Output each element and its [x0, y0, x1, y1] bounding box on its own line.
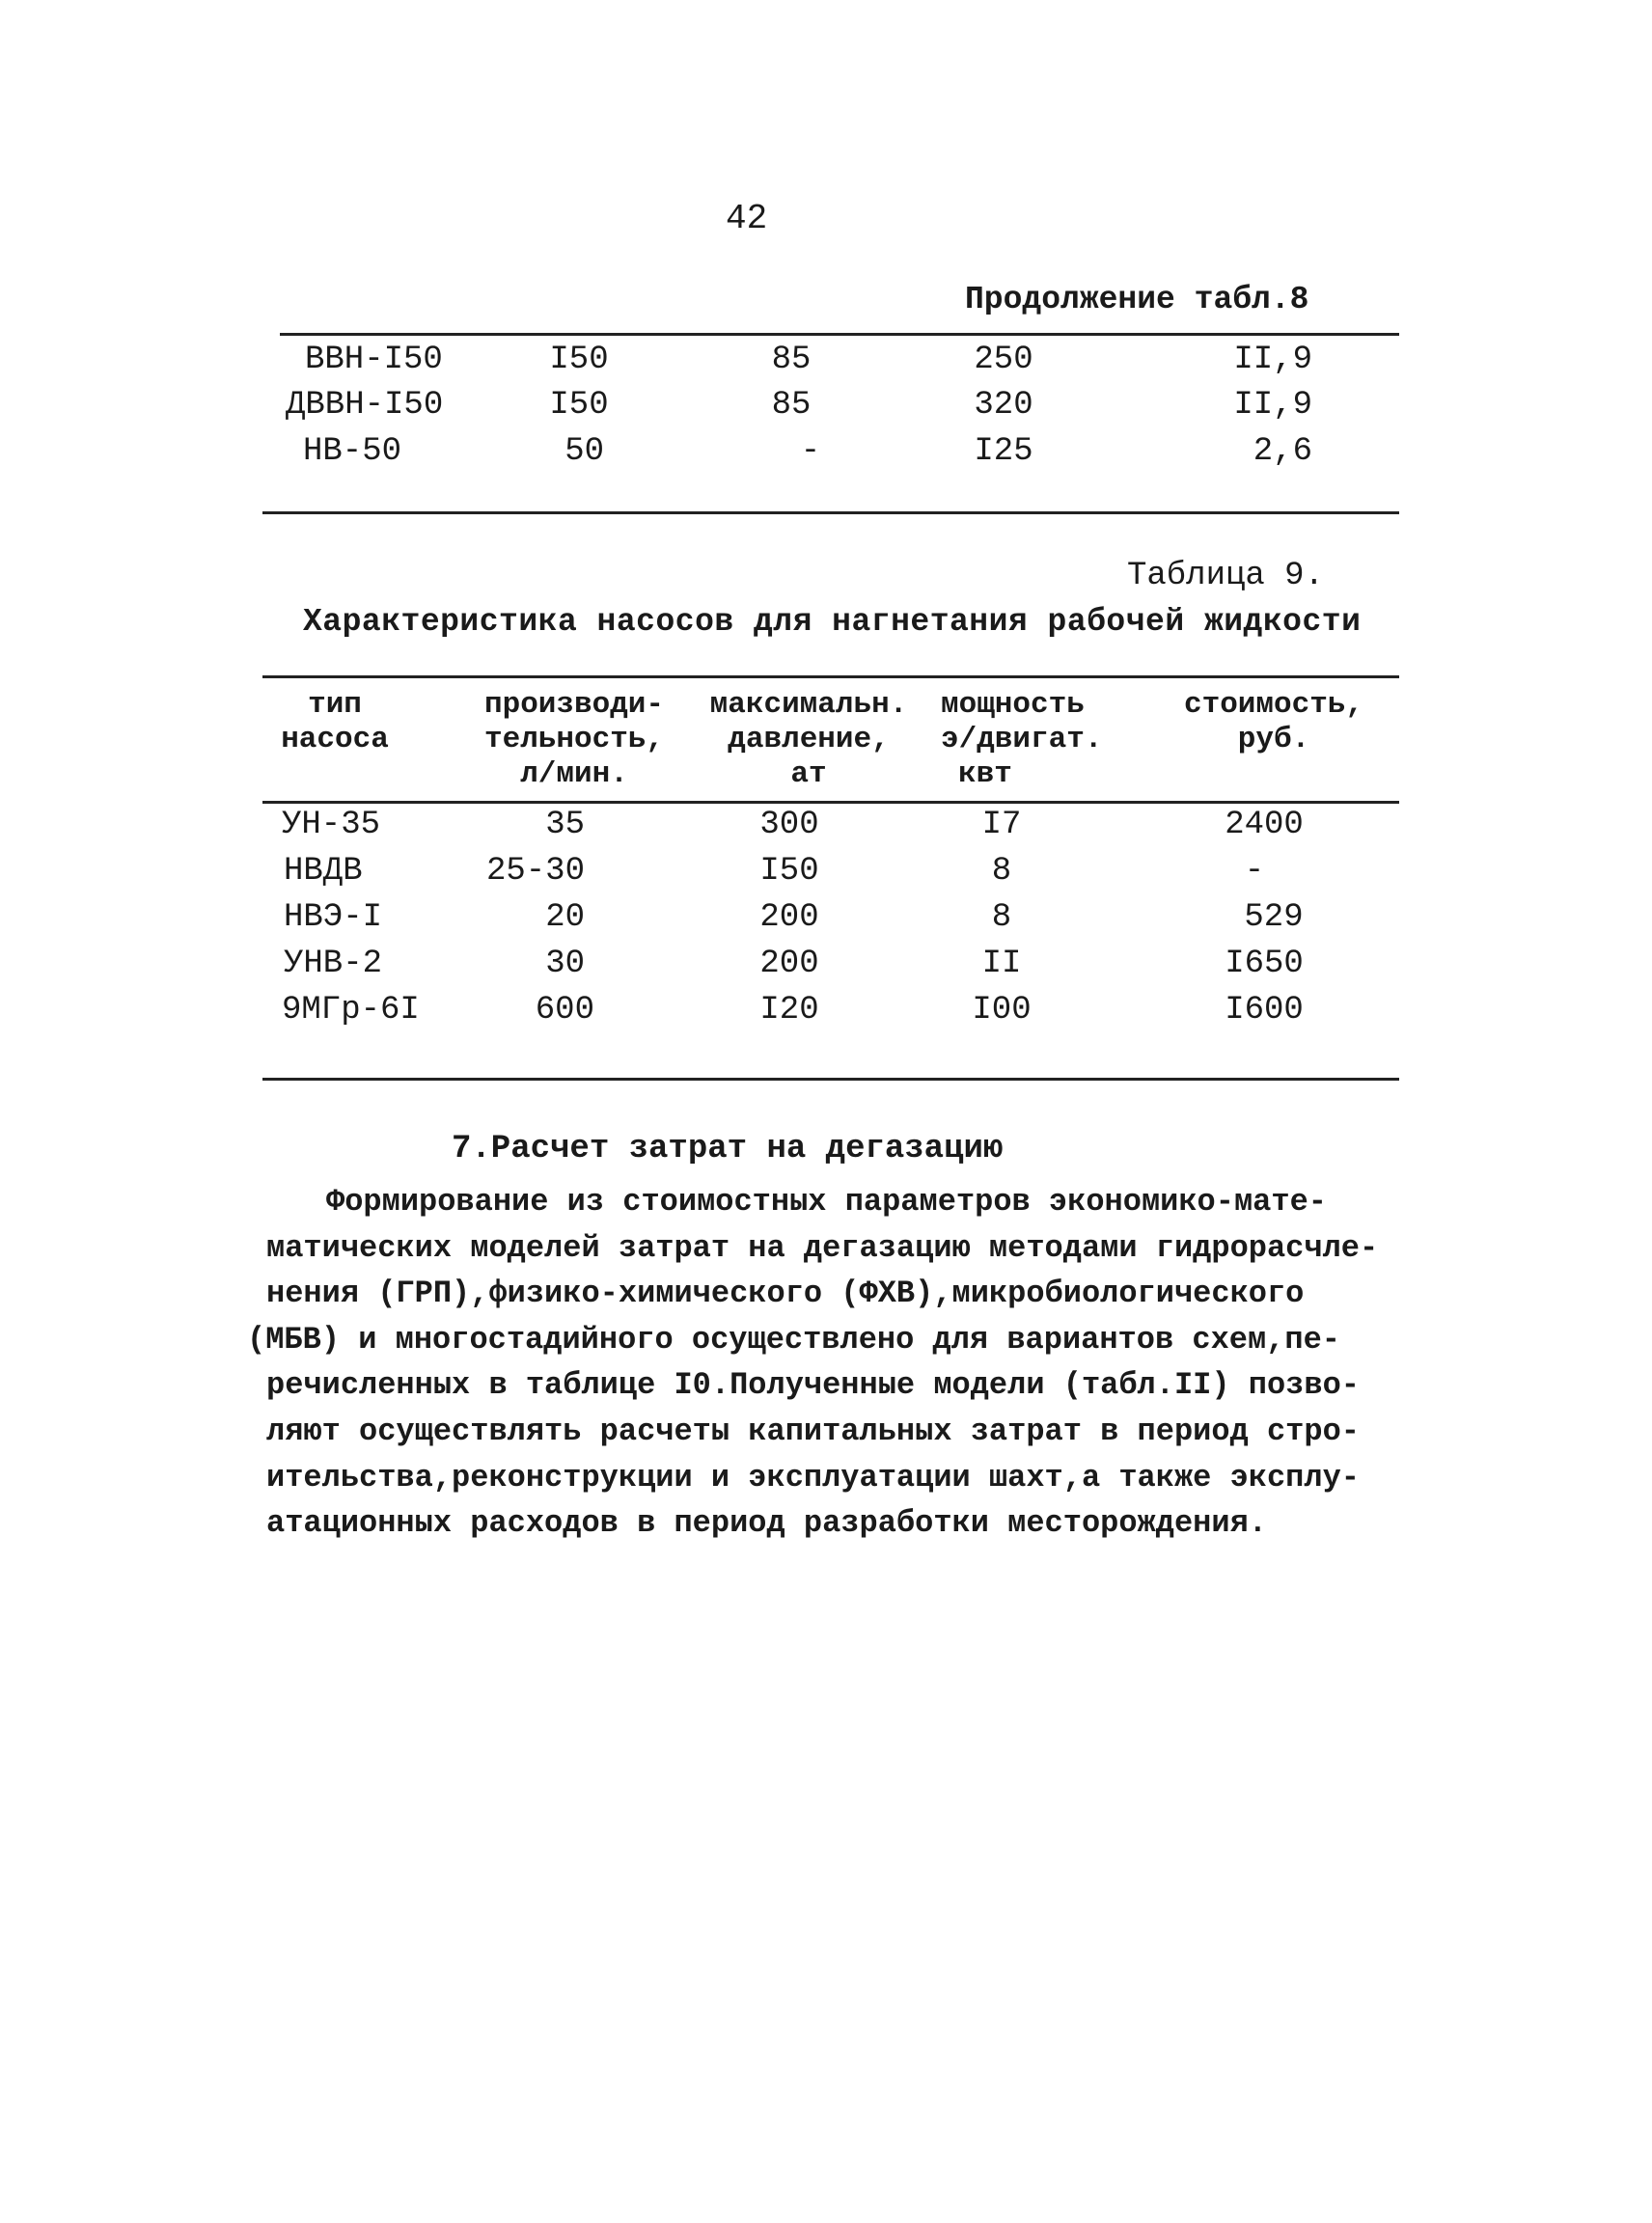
header-line: тельность,: [483, 723, 665, 756]
column-header-capacity: [468, 688, 680, 792]
table-cell: 35: [545, 807, 585, 843]
table-cell: 85: [771, 387, 812, 424]
paragraph-line: ительства,реконструкции и эксплуатации шахт,а также эксплу-: [266, 1459, 1360, 1496]
table-cell: 25-30: [485, 853, 585, 890]
table-cell: УН-35: [282, 807, 381, 843]
table-cell: II,9: [1233, 387, 1312, 424]
table-cell: 20: [545, 899, 585, 936]
table8-bottom-rule: [262, 511, 1399, 514]
section-paragraph: [0, 1179, 1652, 1547]
table-cell: 2,6: [1253, 433, 1312, 470]
table-cell: 200: [759, 899, 819, 936]
page-number: 42: [726, 199, 768, 238]
table-cell: 2400: [1225, 807, 1304, 843]
header-line: максимальн.: [709, 688, 908, 722]
table9-bottom-rule: [262, 1078, 1399, 1081]
table-cell: 50: [564, 433, 604, 470]
table-cell: II,9: [1233, 342, 1312, 378]
header-line: тип: [308, 688, 362, 722]
header-line: давление,: [728, 723, 890, 756]
table-cell: 8: [991, 899, 1012, 936]
column-header-pressure: [693, 688, 924, 792]
table-cell: -: [800, 433, 821, 470]
table-cell: 9МГр-6I: [282, 992, 420, 1029]
section-heading: 7.Расчет затрат на дегазацию: [452, 1131, 1004, 1167]
header-line: ат: [790, 757, 827, 791]
table-cell: 30: [545, 946, 585, 982]
table-cell: НВ-50: [303, 433, 402, 470]
table-cell: II: [981, 946, 1022, 982]
table-cell: I20: [759, 992, 819, 1029]
table-cell: -: [1244, 853, 1265, 890]
column-header-type: [262, 688, 407, 757]
paragraph-line: атационных расходов в период разработки месторождения.: [266, 1505, 1267, 1542]
header-line: руб.: [1237, 723, 1310, 756]
paragraph-line: (МБВ) и многостадийного осуществлено для вариантов схем,пе-: [247, 1321, 1340, 1358]
header-line: насоса: [281, 723, 389, 756]
table-cell: I650: [1225, 946, 1304, 982]
header-line: квт: [958, 757, 1012, 791]
paragraph-line: речисленных в таблице I0.Полученные модели (табл.II) позво-: [266, 1367, 1360, 1404]
table-cell: 529: [1244, 899, 1304, 936]
table-cell: I7: [981, 807, 1022, 843]
table-cell: 300: [759, 807, 819, 843]
table-cell: I50: [549, 342, 609, 378]
table-cell: 250: [974, 342, 1033, 378]
table-cell: I50: [759, 853, 819, 890]
table-cell: ДВВН-I50: [286, 387, 444, 424]
table8-top-rule: [280, 333, 1399, 336]
table-cell: НВДВ: [284, 853, 363, 890]
header-line: производи-: [483, 688, 665, 722]
table-cell: УНВ-2: [284, 946, 383, 982]
paragraph-line: Формирование из стоимостных параметров экономико-мате-: [326, 1184, 1327, 1220]
table-cell: 600: [535, 992, 594, 1029]
table-cell: 85: [771, 342, 812, 378]
table-cell: I25: [974, 433, 1033, 470]
table-cell: 320: [974, 387, 1033, 424]
header-line: э/двигат.: [941, 723, 1103, 756]
table-cell: I50: [549, 387, 609, 424]
table-cell: I600: [1225, 992, 1304, 1029]
table-cell: I00: [972, 992, 1032, 1029]
paragraph-line: матических моделей затрат на дегазацию методами гидрорасчле-: [266, 1229, 1379, 1266]
paragraph-line: нения (ГРП),физико-химического (ФХВ),микробиологического: [266, 1276, 1305, 1312]
table9-header-rule: [262, 801, 1399, 804]
paragraph-line: ляют осуществлять расчеты капитальных затрат в период стро-: [266, 1413, 1360, 1449]
table8-continuation-label: Продолжение табл.8: [965, 282, 1309, 317]
header-line: мощность: [941, 688, 1085, 722]
header-line: стоимость,: [1183, 688, 1364, 722]
table-cell: 8: [991, 853, 1012, 890]
table9-label: Таблица 9.: [1126, 558, 1324, 594]
table9-title: Характеристика насосов для нагнетания рабочей жидкости: [303, 604, 1362, 640]
column-header-power: [941, 688, 1134, 792]
column-header-cost: [1158, 688, 1390, 757]
table-cell: НВЭ-I: [284, 899, 383, 936]
table-cell: ВВН-I50: [305, 342, 443, 378]
table9-top-rule: [262, 675, 1399, 678]
header-line: л/мин.: [520, 757, 628, 791]
table-cell: 200: [759, 946, 819, 982]
